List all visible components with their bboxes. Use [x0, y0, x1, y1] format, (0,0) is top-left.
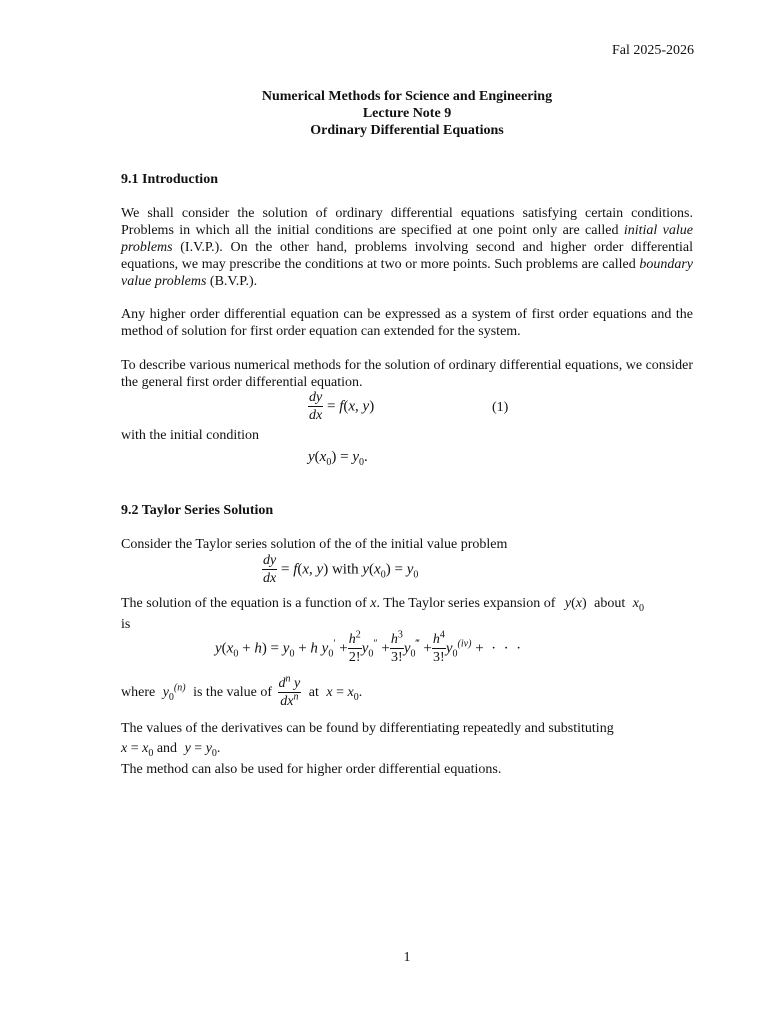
methods-paragraph: To describe various numerical methods for the solution of ordinary differential equations, we consider the general first order differential equation. [121, 358, 693, 390]
substitution-values: $x = x_0$ and $y = y_0$. [121, 741, 221, 759]
intro-paragraph: We shall consider the solution of ordinary differential equations satisfying certain conditions. Problems in which all the initial conditions are specified at one point only are called initial value problems (I.V.P.). On the other hand, problems involving second and higher order differential equations, we may prescribe the conditions at two or more points. Such problems are called boundary value problems (B.V.P.). [121, 206, 694, 289]
section-heading-introduction: 9.1 Introduction [121, 172, 218, 187]
solution-text: The solution of the equation is a function of x. The Taylor series expansion of y(x) about $x_0$ [121, 596, 644, 614]
initial-condition-text: with the initial condition [121, 428, 260, 443]
section-heading-taylor: 9.2 Taylor Series Solution [121, 503, 274, 518]
higher-order-paragraph: Any higher order differential equation can be expressed as a system of first order equations and the method of solution for first order equation can extended for the system. [121, 307, 693, 339]
where-text: where $y_0^{(n)}$ is the value of $\frac{d^n y}{dx^n}$ at $x = x_0$. [121, 673, 363, 709]
taylor-series-equation: $y(x_0 + h) = y_0 + h$ $y_0'$ + $\frac{h^2}{2!}$ $y_0''$ + $\frac{h^3}{3!}$ $y_0^‴$ + $\frac{h^4}{3!}$ $y_0^{(iv)}$ + · · · [215, 629, 522, 665]
higher-order-note: The method can also be used for higher order differential equations. [121, 762, 502, 777]
course-title: Numerical Methods for Science and Engineering [261, 89, 553, 104]
taylor-intro-text: Consider the Taylor series solution of the of the initial value problem [121, 537, 508, 552]
initial-condition-equation: $y(x_0) = y_0$. [308, 449, 368, 468]
ode-equation: $\frac{dy}{dx}$ = f(x, y) [309, 390, 375, 423]
ivp-equation: $\frac{dy}{dx}$ = f(x, y) with $y(x_0) = y_0$ [263, 553, 419, 586]
equation-number: (1) [492, 400, 509, 415]
bvp-term: boundary value problems [121, 257, 693, 289]
semester-label: Fal 2025-2026 [611, 43, 694, 58]
ivp-term: initial value problems [121, 223, 694, 255]
page-number: 1 [403, 950, 411, 965]
derivatives-text: The values of the derivatives can be found by differentiating repeatedly and substituting [121, 721, 614, 736]
lecture-topic: Ordinary Differential Equations [310, 123, 504, 138]
is-word: is [121, 617, 131, 632]
document-title [0, 88, 768, 139]
lecture-number: Lecture Note 9 [362, 106, 452, 121]
